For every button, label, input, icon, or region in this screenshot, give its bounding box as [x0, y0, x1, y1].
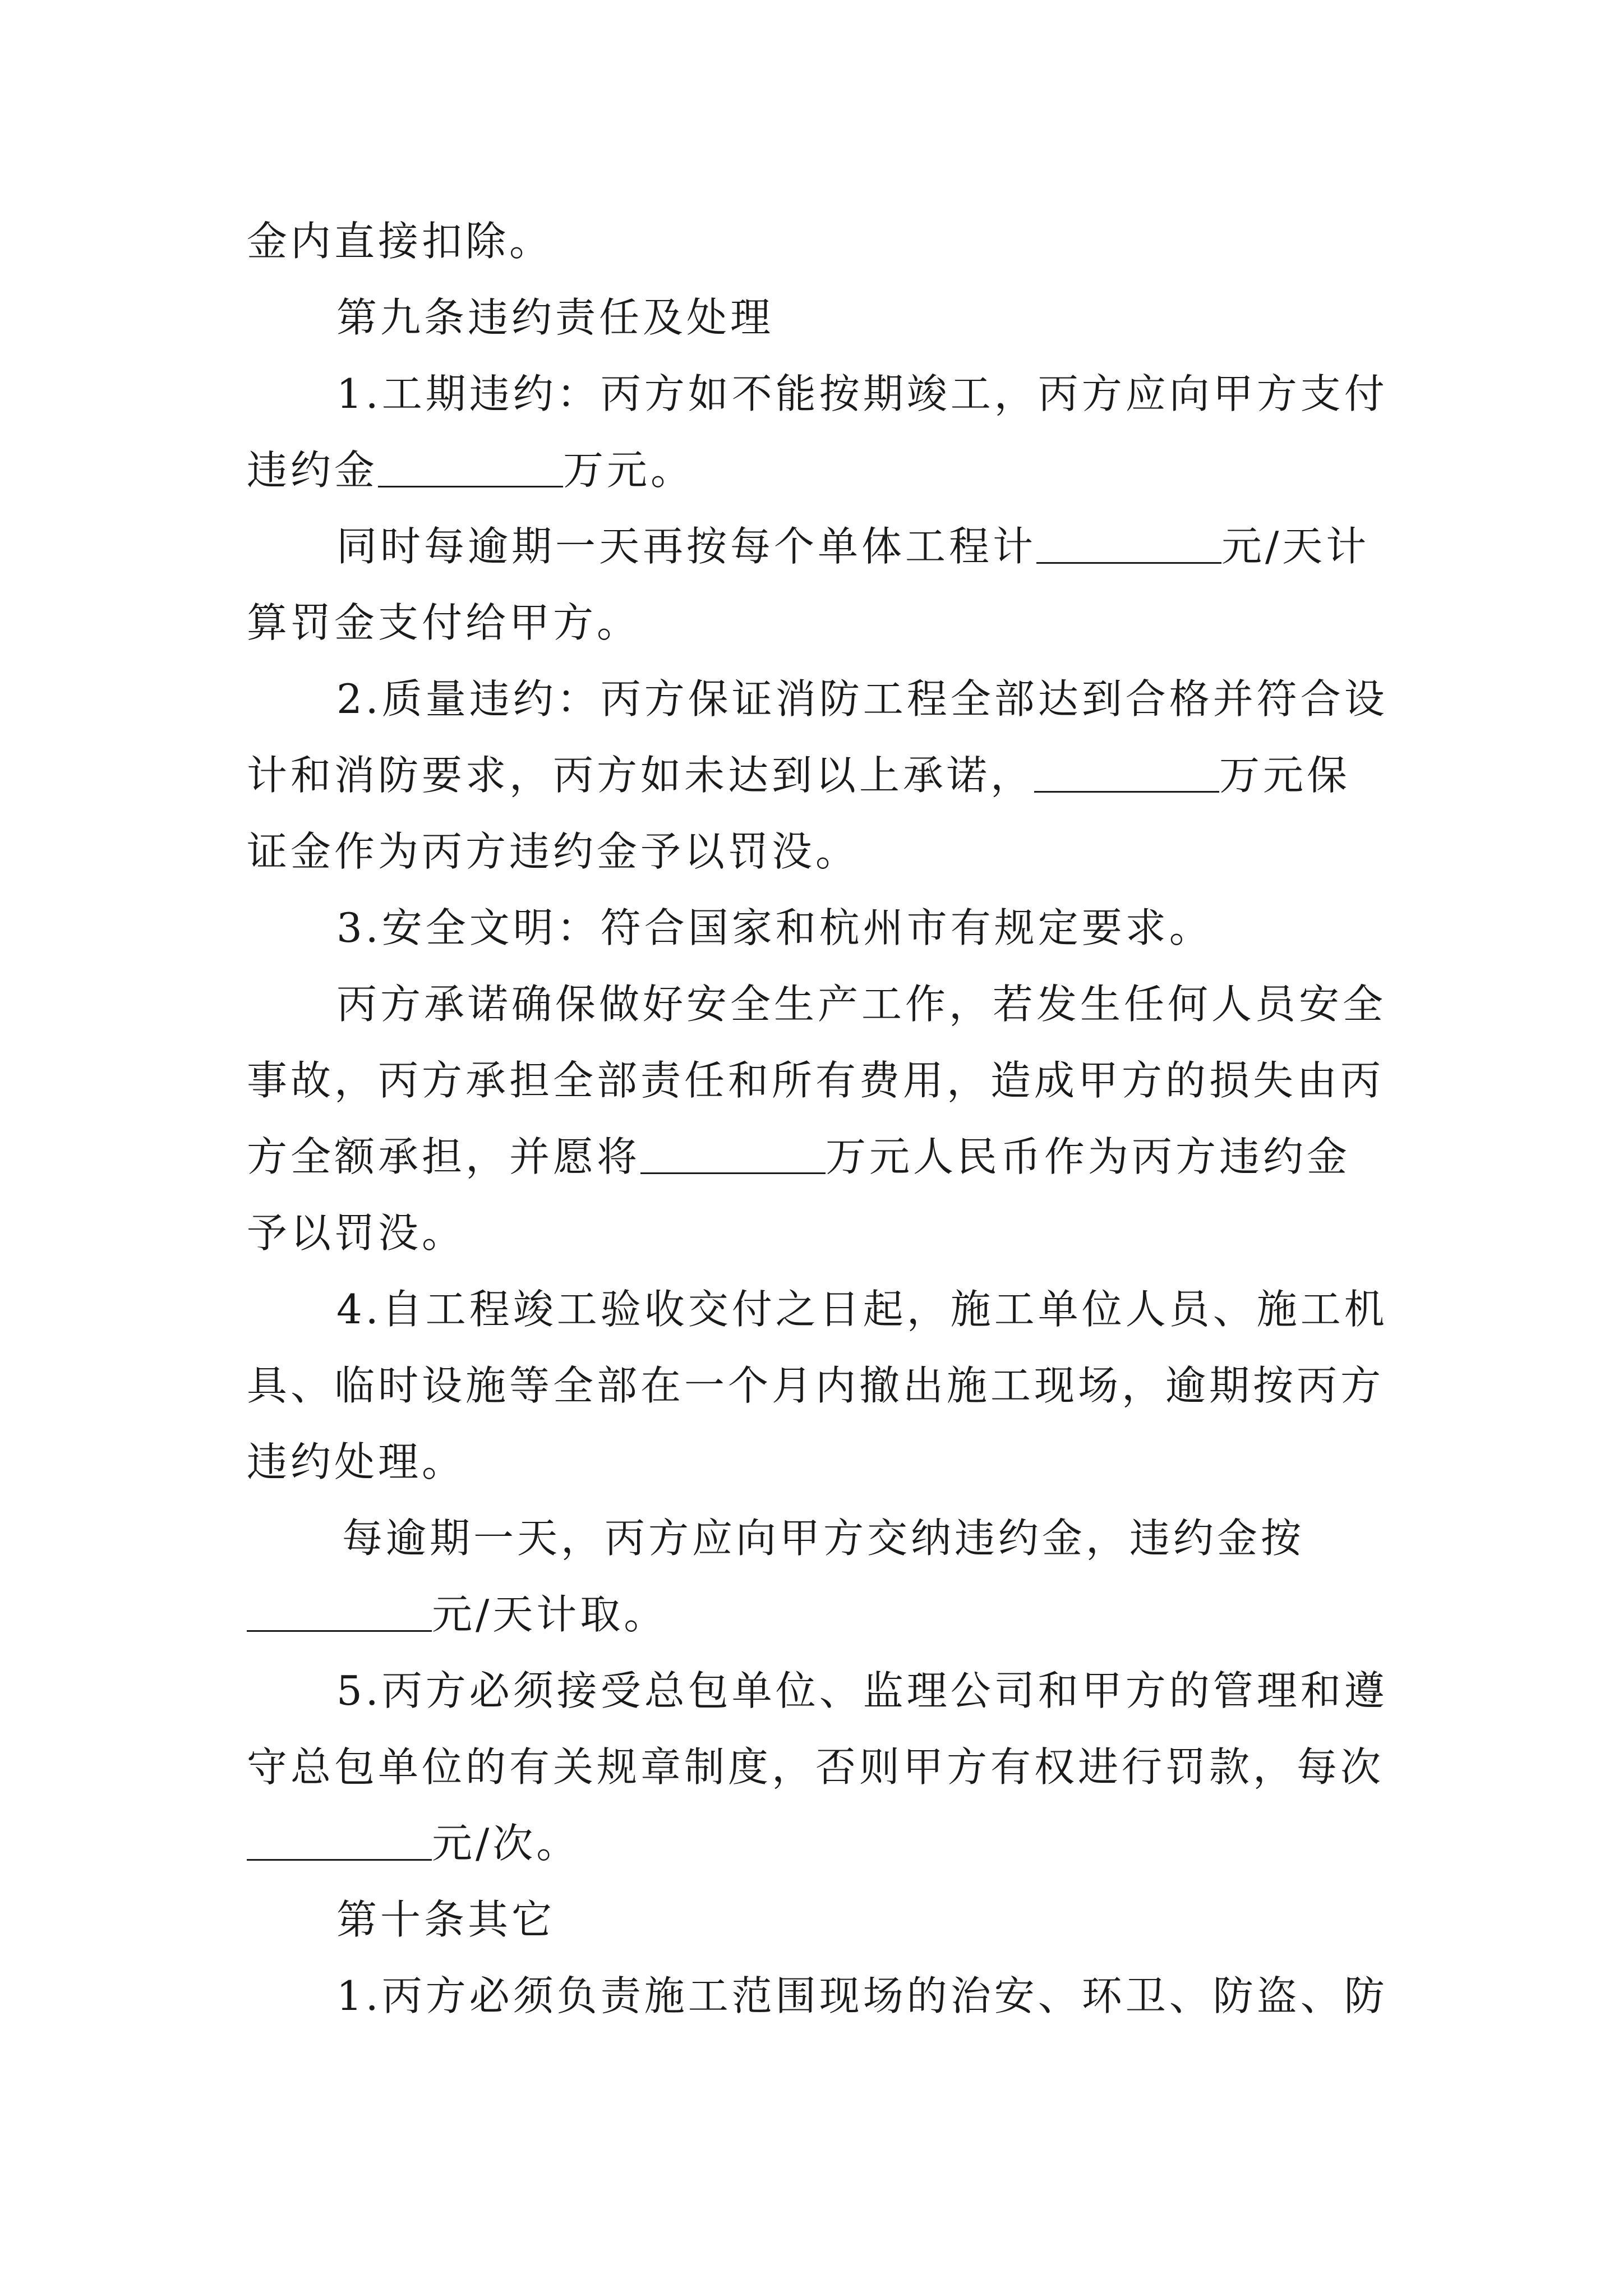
text-line: 方全额承担，并愿将 万元人民币作为丙方违约金 — [247, 1133, 1351, 1180]
text-line: 金内直接扣除。 — [247, 218, 554, 265]
text-line: 事故，丙方承担全部责任和所有费用，造成甲方的损失由丙 — [247, 1057, 1385, 1104]
section-heading-10: 第十条其它 — [336, 1896, 556, 1943]
text-line: 4.自工程竣工验收交付之日起，施工单位人员、施工机 — [336, 1286, 1388, 1333]
text-line: 计和消防要求，丙方如未达到以上承诺， 万元保 — [247, 752, 1351, 799]
text-line: 3.安全文明：符合国家和杭州市有规定要求。 — [336, 904, 1213, 951]
text-line: 算罚金支付给甲方。 — [247, 599, 641, 646]
text-line: 丙方承诺确保做好安全生产工作，若发生任何人员安全 — [336, 981, 1387, 1028]
text-line: 违约金 万元。 — [247, 447, 695, 494]
text-line: 1.工期违约：丙方如不能按期竣工，丙方应向甲方支付 — [336, 370, 1388, 417]
text-line: 违约处理。 — [247, 1438, 466, 1485]
fill-in-blank[interactable] — [247, 1825, 432, 1861]
text-line: 守总包单位的有关规章制度，否则甲方有权进行罚款，每次 — [247, 1743, 1385, 1791]
section-heading-9: 第九条违约责任及处理 — [336, 294, 774, 341]
text-line: 具、临时设施等全部在一个月内撤出施工现场，逾期按丙方 — [247, 1362, 1385, 1409]
fill-in-blank[interactable] — [247, 1596, 432, 1632]
text-line: 5.丙方必须接受总包单位、监理公司和甲方的管理和遵 — [336, 1667, 1388, 1714]
text-line: 元/天计取。 — [247, 1586, 667, 1642]
fill-in-blank[interactable] — [640, 1139, 826, 1174]
text-line: 元/次。 — [247, 1815, 580, 1871]
text-line: 证金作为丙方违约金予以罚没。 — [247, 828, 860, 875]
text-line: 予以罚没。 — [247, 1209, 466, 1257]
fill-in-blank[interactable] — [1034, 757, 1219, 793]
text-line: 1.丙方必须负责施工范围现场的治安、环卫、防盗、防 — [336, 1972, 1388, 2019]
text-line: 2.质量违约：丙方保证消防工程全部达到合格并符合设 — [336, 675, 1388, 723]
fill-in-blank[interactable] — [378, 452, 563, 487]
text-line: 同时每逾期一天再按每个单体工程计 元/天计 — [336, 523, 1370, 570]
text-line: 每逾期一天，丙方应向甲方交纳违约金，违约金按 — [342, 1515, 1305, 1562]
fill-in-blank[interactable] — [1036, 528, 1221, 564]
